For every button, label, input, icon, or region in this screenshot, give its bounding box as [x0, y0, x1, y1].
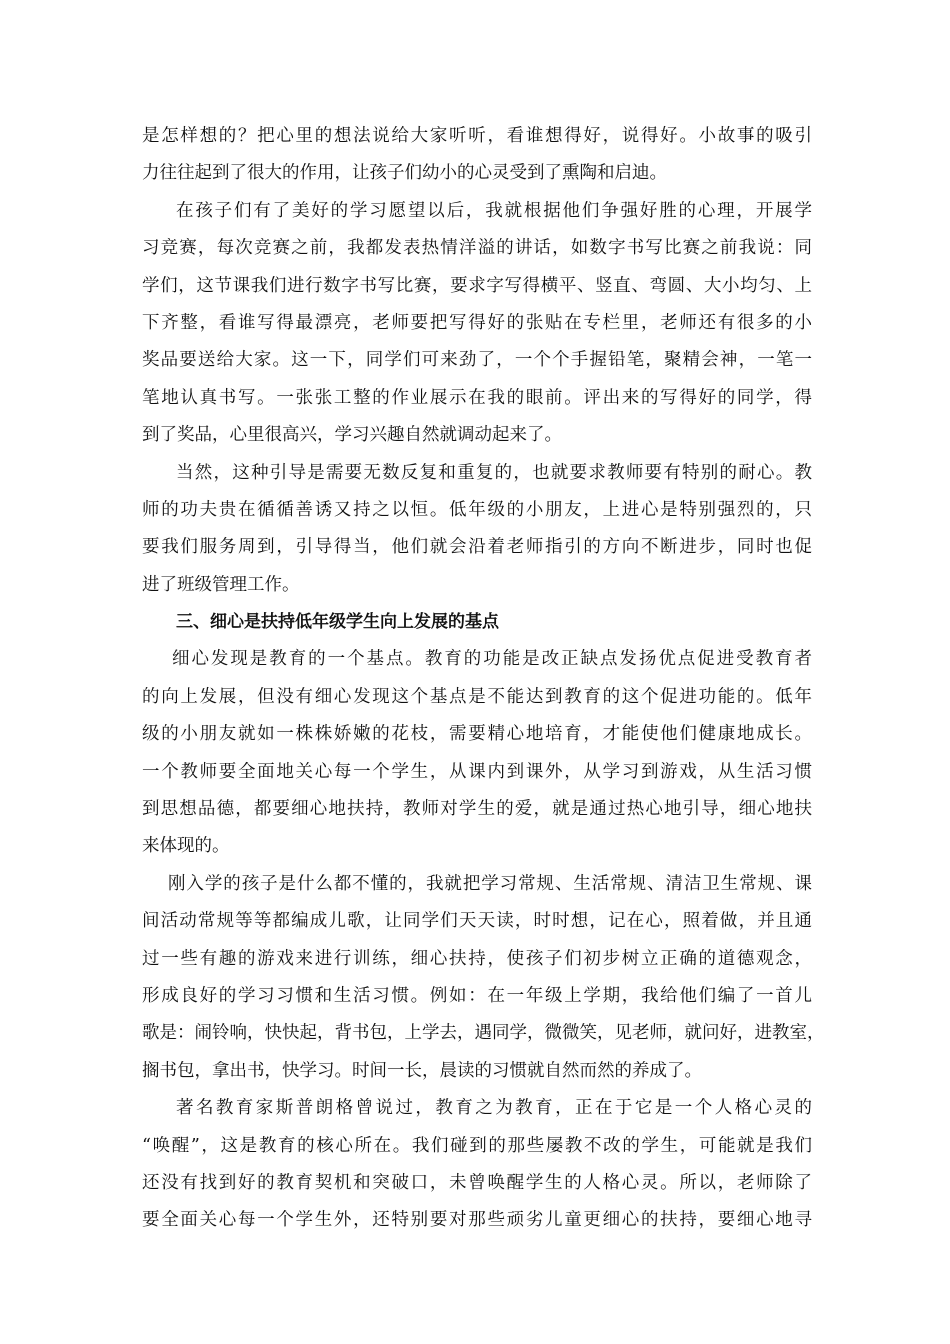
text-line: 奖品要送给大家。这一下，同学们可来劲了，一个个手握铅笔，聚精会神，一笔一 [142, 350, 812, 371]
text-line: 到思想品德，都要细心地扶持，教师对学生的爱，就是通过热心地引导，细心地扶 [142, 799, 812, 820]
paragraph-4 [142, 641, 812, 865]
paragraph-6 [142, 1090, 812, 1240]
text-line: 在孩子们有了美好的学习愿望以后，我就根据他们争强好胜的心理，开展学 [176, 200, 812, 221]
text-line: 师的功夫贵在循循善诱又持之以恒。低年级的小朋友，上进心是特别强烈的，只 [142, 499, 812, 520]
text-line: 还没有找到好的教育契机和突破口，未曾唤醒学生的人格心灵。所以，老师除了 [142, 1172, 812, 1193]
text-line: 刚入学的孩子是什么都不懂的，我就把学习常规、生活常规、清洁卫生常规、课 [168, 873, 812, 894]
text-line: 力往往起到了很大的作用，让孩子们幼小的心灵受到了熏陶和启迪。 [142, 163, 667, 184]
text-line: 级的小朋友就如一株株娇嫩的花枝，需要精心地培育，才能使他们健康地成长。 [142, 724, 812, 745]
text-line: 过一些有趣的游戏来进行训练，细心扶持，使孩子们初步树立正确的道德观念， [142, 948, 812, 969]
text-line: 笔地认真书写。一张张工整的作业展示在我的眼前。评出来的写得好的同学，得 [142, 387, 812, 408]
text-line: 要全面关心每一个学生外，还特别要对那些顽劣儿童更细心的扶持，要细心地寻 [142, 1210, 812, 1231]
text-line: 习竞赛，每次竞赛之前，我都发表热情洋溢的讲话，如数字书写比赛之前我说：同 [142, 238, 812, 259]
text-line: 要我们服务周到，引导得当，他们就会沿着老师指引的方向不断进步，同时也促 [142, 537, 812, 558]
paragraph-3 [142, 455, 812, 605]
text-line: “唤醒”，这是教育的核心所在。我们碰到的那些屡教不改的学生，可能就是我们 [142, 1135, 812, 1156]
text-line: 的向上发展，但没有细心发现这个基点是不能达到教育的这个促进功能的。低年 [142, 686, 812, 707]
section-heading: 三、细心是扶持低年级学生向上发展的基点 [176, 612, 499, 633]
paragraph-1 [142, 118, 812, 193]
document-page [142, 118, 825, 1240]
text-line: 形成良好的学习习惯和生活习惯。例如：在一年级上学期，我给他们编了一首儿 [142, 985, 812, 1006]
text-line: 一个教师要全面地关心每一个学生，从课内到课外，从学习到游戏，从生活习惯 [142, 761, 812, 782]
text-line: 间活动常规等等都编成儿歌，让同学们天天读，时时想，记在心，照着做，并且通 [142, 911, 812, 932]
paragraph-2 [142, 193, 812, 455]
paragraph-5 [142, 866, 825, 1090]
text-line: 是怎样想的？把心里的想法说给大家听听，看谁想得好，说得好。小故事的吸引 [142, 126, 812, 146]
text-line: 学们，这节课我们进行数字书写比赛，要求字写得横平、竖直、弯圆、大小均匀、上 [142, 275, 812, 296]
text-line: 到了奖品，心里很高兴，学习兴趣自然就调动起来了。 [142, 425, 562, 446]
text-line: 进了班级管理工作。 [142, 574, 300, 595]
text-line: 当然，这种引导是需要无数反复和重复的，也就要求教师要有特别的耐心。教 [176, 462, 812, 483]
text-line: 下齐整，看谁写得最漂亮，老师要把写得好的张贴在专栏里，老师还有很多的小 [142, 312, 812, 333]
text-line: 来体现的。 [142, 836, 230, 857]
text-line: 细心发现是教育的一个基点。教育的功能是改正缺点发扬优点促进受教育者 [172, 649, 812, 670]
text-line: 著名教育家斯普朗格曾说过，教育之为教育，正在于它是一个人格心灵的 [176, 1098, 812, 1119]
text-line: 歌是：闹铃响，快快起，背书包，上学去，遇同学，微微笑，见老师，就问好，进教室， [142, 1023, 825, 1044]
text-line: 搁书包，拿出书，快学习。时间一长，晨读的习惯就自然而然的养成了。 [142, 1060, 702, 1081]
